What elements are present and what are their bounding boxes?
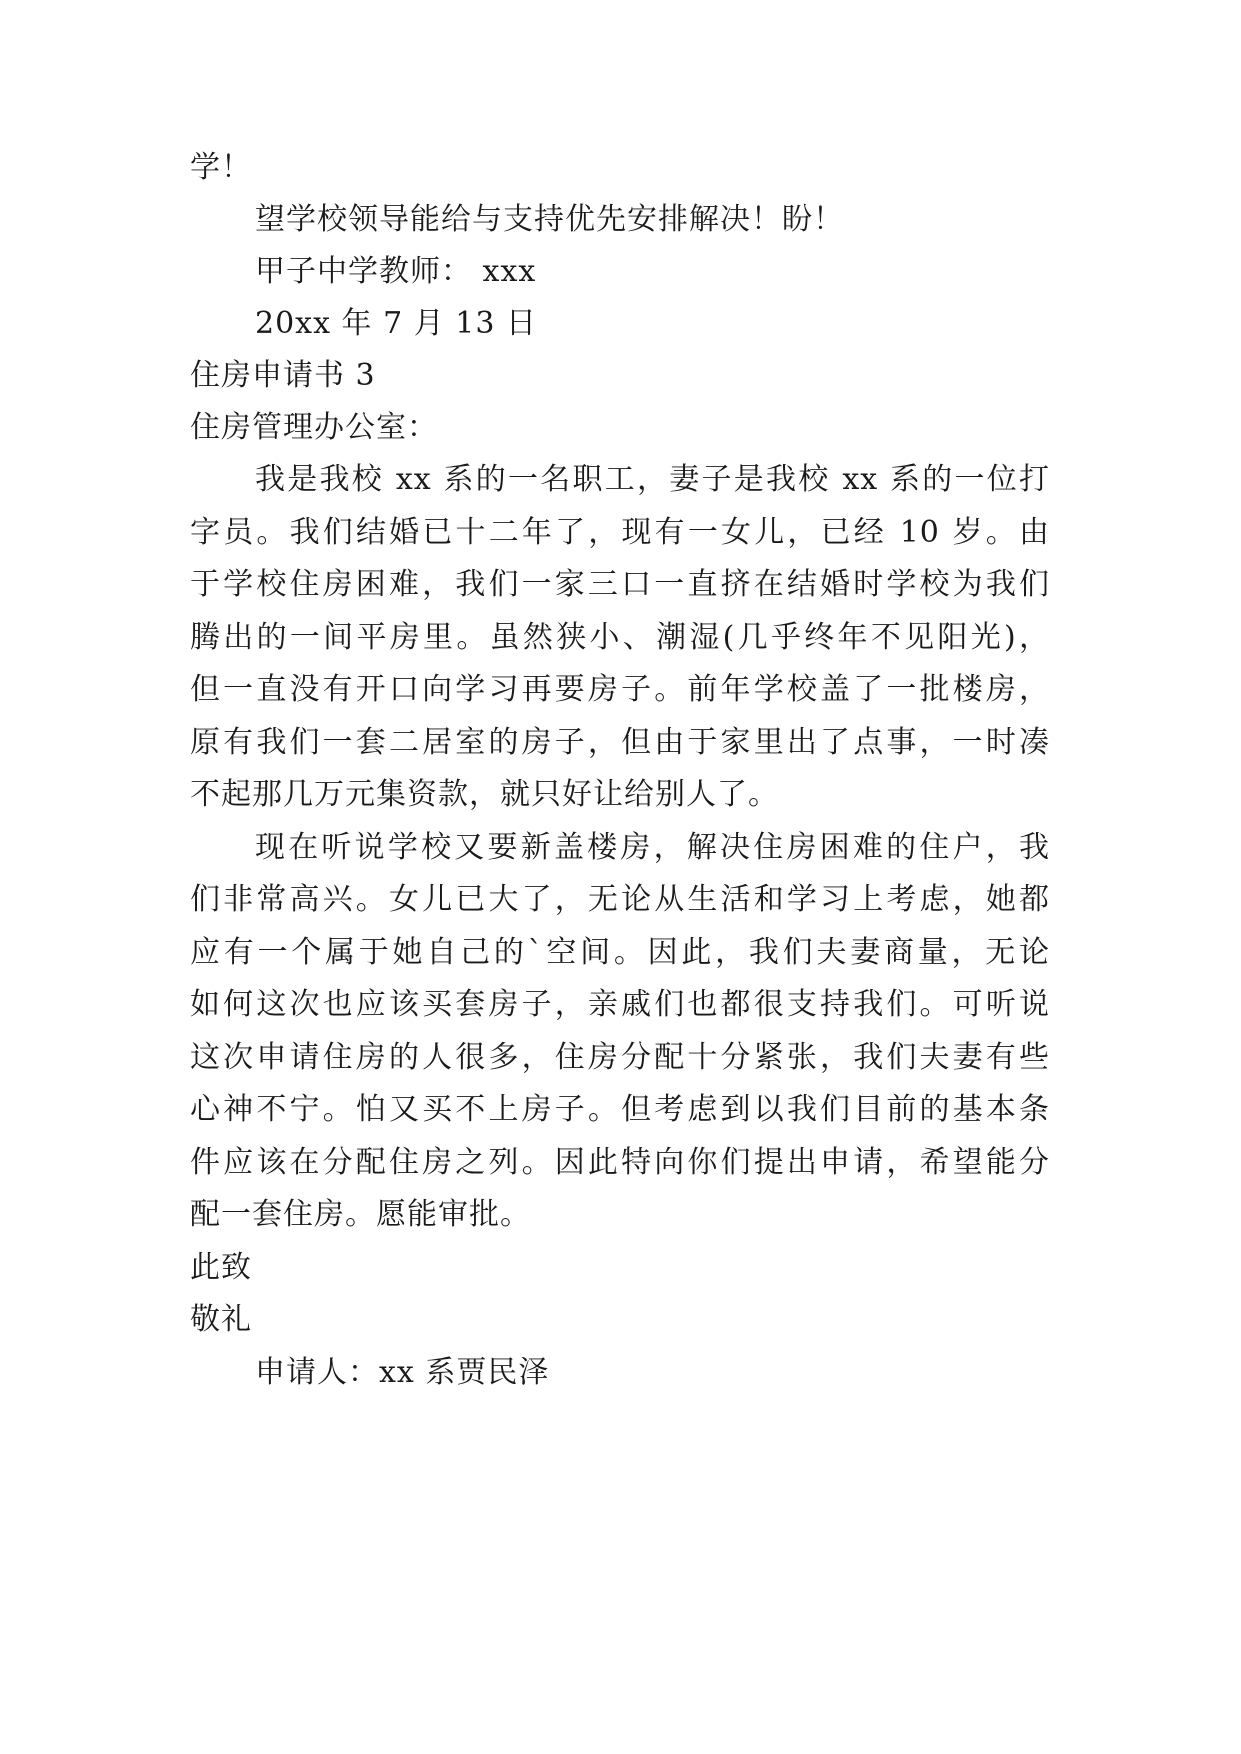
paragraph2-line: 件应该在分配住房之列。因此特向你们提出申请，希望能分 (190, 1145, 1050, 1180)
paragraph1-line: 我是我校 xx 系的一名职工，妻子是我校 xx 系的一位打 (255, 462, 1050, 497)
paragraph2-line: 应有一个属于她自己的`空间。因此，我们夫妻商量，无论 (190, 935, 1050, 970)
paragraph2-line: 这次申请住房的人很多，住房分配十分紧张，我们夫妻有些 (190, 1040, 1050, 1075)
paragraph2-line: 们非常高兴。女儿已大了，无论从生活和学习上考虑，她都 (190, 882, 1050, 917)
closing-greeting: 此致 (190, 1250, 252, 1285)
paragraph1-line: 原有我们一套二居室的房子，但由于家里出了点事，一时凑 (190, 725, 1050, 760)
paragraph2-line: 配一套住房。愿能审批。 (190, 1197, 531, 1232)
paragraph2-line: 心神不宁。怕又买不上房子。但考虑到以我们目前的基本条 (190, 1092, 1050, 1127)
letter-recipient: 住房管理办公室： (190, 410, 438, 445)
applicant-signature: 申请人：xx 系贾民泽 (255, 1355, 550, 1390)
previous-letter-closing: 望学校领导能给与支持优先安排解决！盼！ (255, 202, 844, 237)
paragraph1-line: 但一直没有开口向学习再要房子。前年学校盖了一批楼房， (190, 672, 1050, 707)
closing-salutation: 敬礼 (190, 1302, 252, 1337)
paragraph1-line: 不起那几万元集资款，就只好让给别人了。 (190, 777, 779, 812)
previous-letter-tail: 学！ (190, 150, 252, 185)
paragraph1-line: 字员。我们结婚已十二年了，现有一女儿，已经 10 岁。由 (190, 515, 1050, 550)
previous-letter-signature: 甲子中学教师： xxx (255, 254, 537, 289)
previous-letter-date: 20xx 年 7 月 13 日 (255, 306, 537, 341)
paragraph2-line: 现在听说学校又要新盖楼房，解决住房困难的住户，我 (255, 830, 1050, 865)
letter-title: 住房申请书 3 (190, 358, 376, 393)
paragraph1-line: 腾出的一间平房里。虽然狭小、潮湿(几乎终年不见阳光)， (190, 620, 1050, 655)
paragraph2-line: 如何这次也应该买套房子，亲戚们也都很支持我们。可听说 (190, 987, 1050, 1022)
paragraph1-line: 于学校住房困难，我们一家三口一直挤在结婚时学校为我们 (190, 567, 1050, 602)
